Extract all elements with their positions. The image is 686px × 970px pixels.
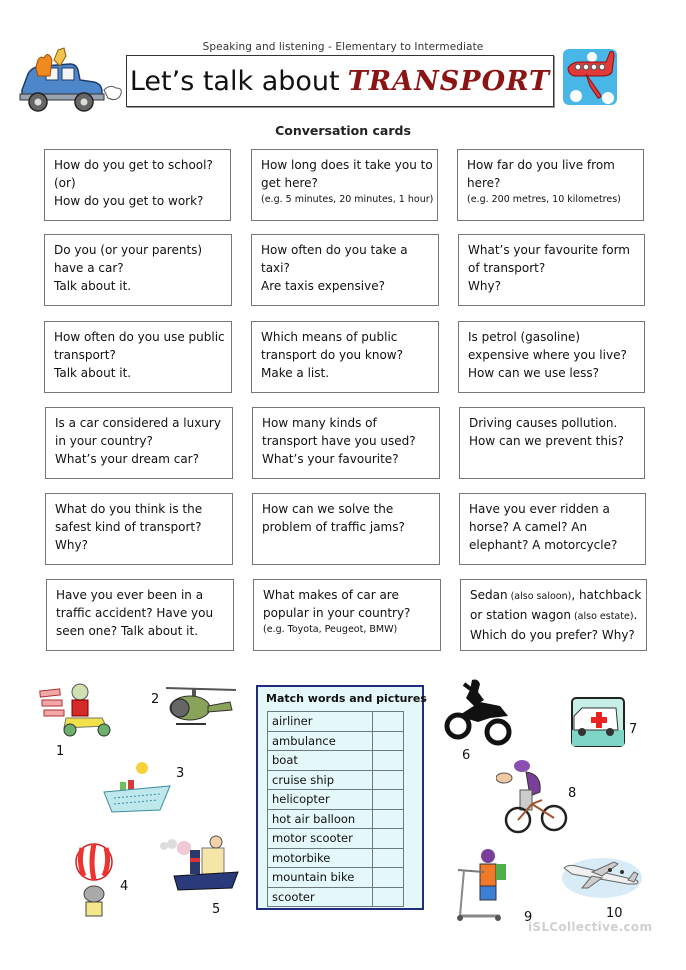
conversation-card [251,149,438,221]
airliner-icon [562,852,648,904]
card-line: What’s your favourite? [262,452,399,466]
card-line: here? [467,176,501,190]
match-word: hot air balloon [268,809,373,829]
card-line: problem of traffic jams? [262,520,405,534]
cruise-ship-icon [100,758,176,820]
card-text: Sedan [470,588,508,602]
conversation-card [253,579,441,651]
card-line: Why? [55,538,88,552]
match-row [268,731,404,751]
motor-scooter-icon [36,682,116,738]
match-word: boat [268,751,373,771]
conversation-card [251,321,439,393]
card-line: popular in your country? [263,606,411,620]
card-line: How can we use less? [468,366,600,380]
card-line: get here? [261,176,318,190]
card-line: of transport? [468,261,546,275]
watermark: iSLCollective.com [528,920,653,934]
worksheet-subtitle: Speaking and listening - Elementary to Intermediate [202,41,484,53]
section-title: Conversation cards [275,123,411,138]
card-line: Which means of public [261,330,398,344]
conversation-card [44,149,231,221]
card-line: horse? A camel? An [469,520,588,534]
conversation-card [457,149,644,221]
match-row [268,751,404,771]
card-line: Have you ever ridden a [469,502,610,516]
picture-number: 1 [56,744,65,759]
answer-cell[interactable] [373,770,404,790]
card-text: , hatchback [571,588,642,602]
card-line: (or) [54,176,76,190]
card-note: (also saloon) [507,591,572,602]
card-line: elephant? A motorcycle? [469,538,618,552]
card-line: seen one? Talk about it. [56,624,199,638]
title-main: Let’s talk about [129,65,340,97]
picture-number: 4 [120,879,129,894]
match-title: Match words and pictures [266,692,427,705]
card-line: traffic accident? Have you [56,606,214,620]
picture-number: 7 [629,722,638,737]
card-line: How far do you live from [467,158,615,172]
picture-number: 3 [176,766,185,781]
conversation-card [252,407,440,479]
card-note: (e.g. Toyota, Peugeot, BMW) [263,624,398,635]
card-line: Talk about it. [54,366,132,380]
card-text: or station wagon [470,608,571,622]
card-line: Is petrol (gasoline) [468,330,581,344]
mountain-bike-icon [496,756,568,836]
picture-number: 6 [462,748,471,763]
conversation-card [459,493,646,565]
card-line: taxi? [261,261,290,275]
card-line: Have you ever been in a [56,588,204,602]
card-line: How can we solve the [262,502,394,516]
answer-cell[interactable] [373,829,404,849]
answer-cell[interactable] [373,751,404,771]
conversation-card [459,407,645,479]
conversation-card [44,321,232,393]
airplane-illustration-icon [562,46,618,106]
boat-icon [154,832,244,896]
picture-number: 2 [151,692,160,707]
card-line: How many kinds of [262,416,377,430]
match-row [268,770,404,790]
card-line: What’s your dream car? [55,452,199,466]
conversation-card [252,493,440,565]
conversation-card [458,234,645,306]
picture-number: 10 [606,906,623,921]
match-word: ambulance [268,731,373,751]
match-word: motorbike [268,848,373,868]
conversation-card [46,579,234,651]
answer-cell[interactable] [373,868,404,888]
helicopter-icon [162,684,238,730]
match-row [268,809,404,829]
conversation-card [458,321,645,393]
match-row [268,868,404,888]
match-row [268,848,404,868]
hot-air-balloon-icon [72,840,118,918]
card-line: transport have you used? [262,434,416,448]
card-line: How can we prevent this? [469,434,624,448]
motorbike-icon [444,676,516,746]
card-line: How do you get to work? [54,194,204,208]
card-text: . [633,608,638,622]
card-note: (e.g. 200 metres, 10 kilometres) [467,194,621,205]
conversation-card [44,234,232,306]
card-line: Make a list. [261,366,330,380]
card-line: transport? [54,348,116,362]
ambulance-icon [568,696,626,748]
answer-cell[interactable] [373,731,404,751]
card-line: Which do you prefer? Why? [470,628,635,642]
conversation-card [460,579,647,651]
conversation-card [45,407,233,479]
answer-cell[interactable] [373,887,404,907]
card-line: How often do you use public [54,330,225,344]
card-note: (e.g. 5 minutes, 20 minutes, 1 hour) [261,194,434,205]
card-line: What makes of car are [263,588,399,602]
answer-cell[interactable] [373,790,404,810]
car-illustration-icon [14,46,124,112]
card-line: Driving causes pollution. [469,416,618,430]
card-line: Are taxis expensive? [261,279,385,293]
card-note: (also estate) [570,611,634,622]
card-line: What do you think is the [55,502,203,516]
match-words-box [256,685,427,910]
match-table [267,711,404,907]
card-line: expensive where you live? [468,348,627,362]
match-row [268,712,404,732]
match-row [268,887,404,907]
card-line: Why? [468,279,501,293]
title-accent: TRANSPORT [347,65,551,97]
card-line: in your country? [55,434,153,448]
card-line [470,606,637,626]
card-line [470,586,642,606]
answer-cell[interactable] [373,848,404,868]
picture-number: 8 [568,786,577,801]
card-line: safest kind of transport? [55,520,202,534]
card-line: How often do you take a [261,243,408,257]
match-word: cruise ship [268,770,373,790]
match-word: mountain bike [268,868,373,888]
answer-cell[interactable] [373,809,404,829]
conversation-card [45,493,233,565]
match-word: airliner [268,712,373,732]
picture-number: 9 [524,910,533,925]
card-line: transport do you know? [261,348,403,362]
match-row [268,790,404,810]
scooter-icon [454,846,520,924]
answer-cell[interactable] [373,712,404,732]
card-line: Talk about it. [54,279,132,293]
match-word: helicopter [268,790,373,810]
match-row [268,829,404,849]
card-line: Is a car considered a luxury [55,416,221,430]
card-line: How long does it take you to [261,158,433,172]
card-line: How do you get to school? [54,158,213,172]
picture-number: 5 [212,902,221,917]
card-line: have a car? [54,261,124,275]
match-word: motor scooter [268,829,373,849]
card-line: What’s your favourite form [468,243,630,257]
match-word: scooter [268,887,373,907]
title-box [126,55,554,107]
card-line: Do you (or your parents) [54,243,203,257]
conversation-card [251,234,439,306]
